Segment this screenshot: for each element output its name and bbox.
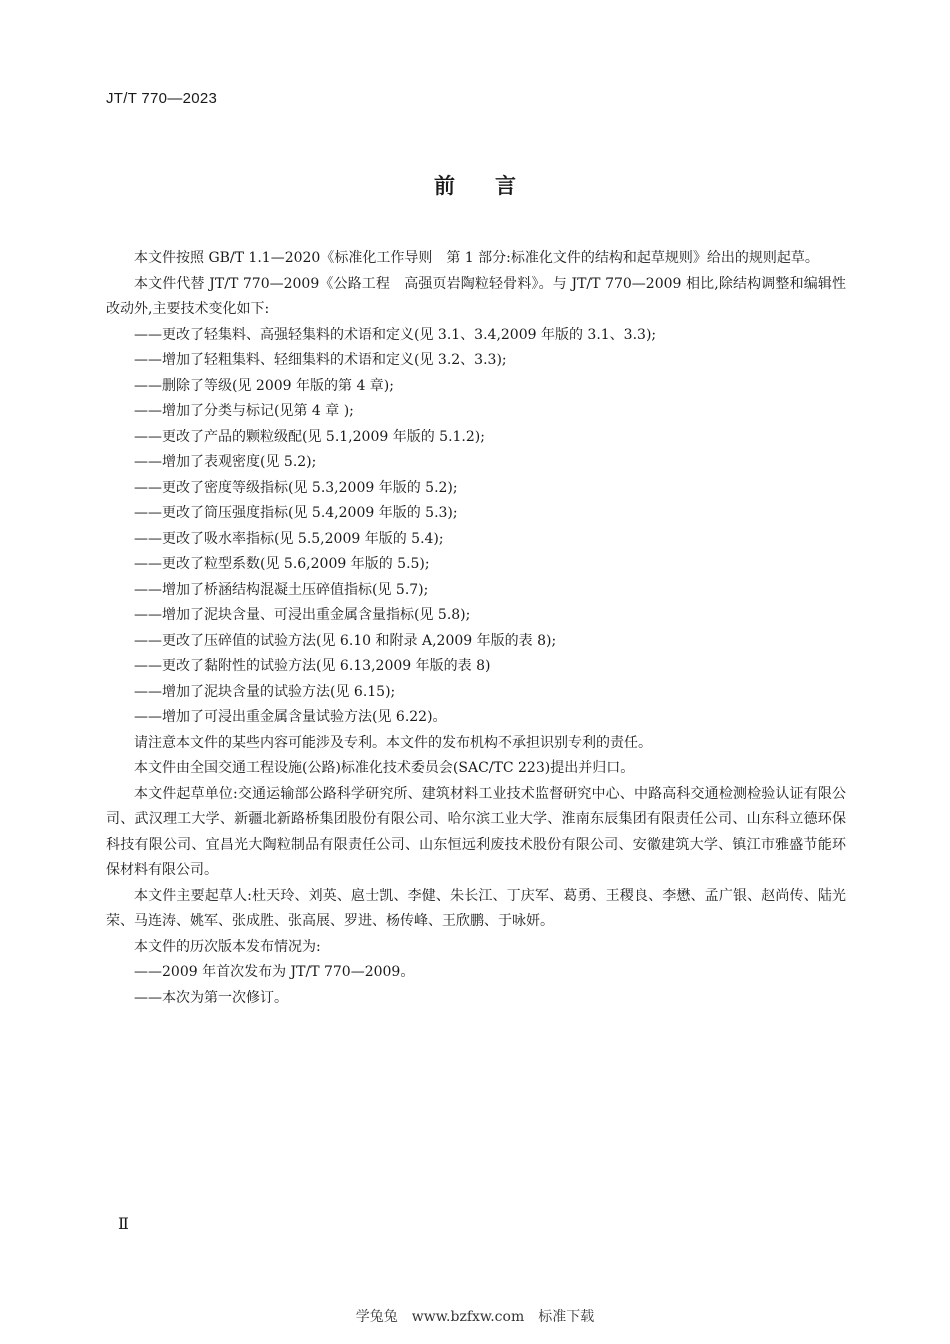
list-item: ——增加了分类与标记(见第 4 章 ); bbox=[134, 403, 354, 419]
list-item: ——更改了吸水率指标(见 5.5,2009 年版的 5.4); bbox=[134, 530, 444, 547]
foreword-body bbox=[106, 246, 846, 1011]
paragraph-drafters: 本文件主要起草人:杜天玲、刘英、扈士凯、李健、朱长江、丁庆军、葛勇、王稷良、李懋、孟广银、赵尚传、陆光荣、马连涛、姚军、张成胜、张高展、罗进、杨传峰、王欣鹏、于咏妍。 bbox=[106, 887, 846, 929]
list-item: ——更改了筒压强度指标(见 5.4,2009 年版的 5.3); bbox=[134, 505, 458, 521]
page-number: Ⅱ bbox=[118, 1214, 129, 1233]
list-item: ——增加了轻粗集料、轻细集料的术语和定义(见 3.2、3.3); bbox=[134, 352, 507, 368]
list-item: ——增加了泥块含量的试验方法(见 6.15); bbox=[134, 683, 396, 700]
paragraph-replacement: 本文件代替 JT/T 770—2009《公路工程 高强页岩陶粒轻骨料》。与 JT/T 770—2009 相比,除结构调整和编辑性改动外,主要技术变化如下: bbox=[106, 275, 846, 317]
list-item: ——增加了表观密度(见 5.2); bbox=[134, 454, 317, 470]
history-list bbox=[106, 960, 846, 1011]
changes-list bbox=[106, 323, 846, 731]
page-title: 前言 bbox=[434, 174, 556, 198]
paragraph-drafting-units: 本文件起草单位:交通运输部公路科学研究所、建筑材料工业技术监督研究中心、中路高科交通检测检验认证有限公司、武汉理工大学、新疆北新路桥集团股份有限公司、哈尔滨工业大学、淮南东辰集团有限责任公司、山东科立德环保科技有限公司、宜昌光大陶粒制品有限责任公司、山东恒远利废技术股份有限公司、安徽建筑大学、镇江市雅盛节能环保材料有限公司。 bbox=[106, 785, 846, 878]
list-item: ——本次为第一次修订。 bbox=[134, 989, 288, 1006]
site-footer: 学兔兔 www.bzfxw.com 标准下载 bbox=[355, 1309, 595, 1325]
list-item: ——更改了粒型系数(见 5.6,2009 年版的 5.5); bbox=[134, 556, 430, 572]
list-item: ——更改了密度等级指标(见 5.3,2009 年版的 5.2); bbox=[134, 479, 458, 496]
list-item: ——增加了可浸出重金属含量试验方法(见 6.22)。 bbox=[134, 709, 447, 725]
paragraph-patent-notice: 请注意本文件的某些内容可能涉及专利。本文件的发布机构不承担识别专利的责任。 bbox=[134, 734, 652, 751]
paragraph-history-intro: 本文件的历次版本发布情况为: bbox=[134, 938, 321, 955]
document-code: JT/T 770—2023 bbox=[106, 90, 218, 107]
paragraph-drafting-rules: 本文件按照 GB/T 1.1—2020《标准化工作导则 第 1 部分:标准化文件的结构和起草规则》给出的规则起草。 bbox=[134, 250, 819, 266]
list-item: ——增加了泥块含量、可浸出重金属含量指标(见 5.8); bbox=[134, 607, 471, 623]
list-item: ——更改了产品的颗粒级配(见 5.1,2009 年版的 5.1.2); bbox=[134, 428, 485, 445]
list-item: ——更改了轻集料、高强轻集料的术语和定义(见 3.1、3.4,2009 年版的 3.1、3.3); bbox=[134, 326, 657, 343]
list-item: ——更改了黏附性的试验方法(见 6.13,2009 年版的表 8) bbox=[134, 658, 491, 674]
paragraph-committee: 本文件由全国交通工程设施(公路)标准化技术委员会(SAC/TC 223)提出并归口。 bbox=[134, 760, 635, 776]
list-item: ——增加了桥涵结构混凝土压碎值指标(见 5.7); bbox=[134, 581, 429, 598]
list-item: ——删除了等级(见 2009 年版的第 4 章); bbox=[134, 377, 394, 394]
list-item: ——更改了压碎值的试验方法(见 6.10 和附录 A,2009 年版的表 8); bbox=[134, 632, 557, 649]
list-item: ——2009 年首次发布为 JT/T 770—2009。 bbox=[134, 964, 415, 980]
